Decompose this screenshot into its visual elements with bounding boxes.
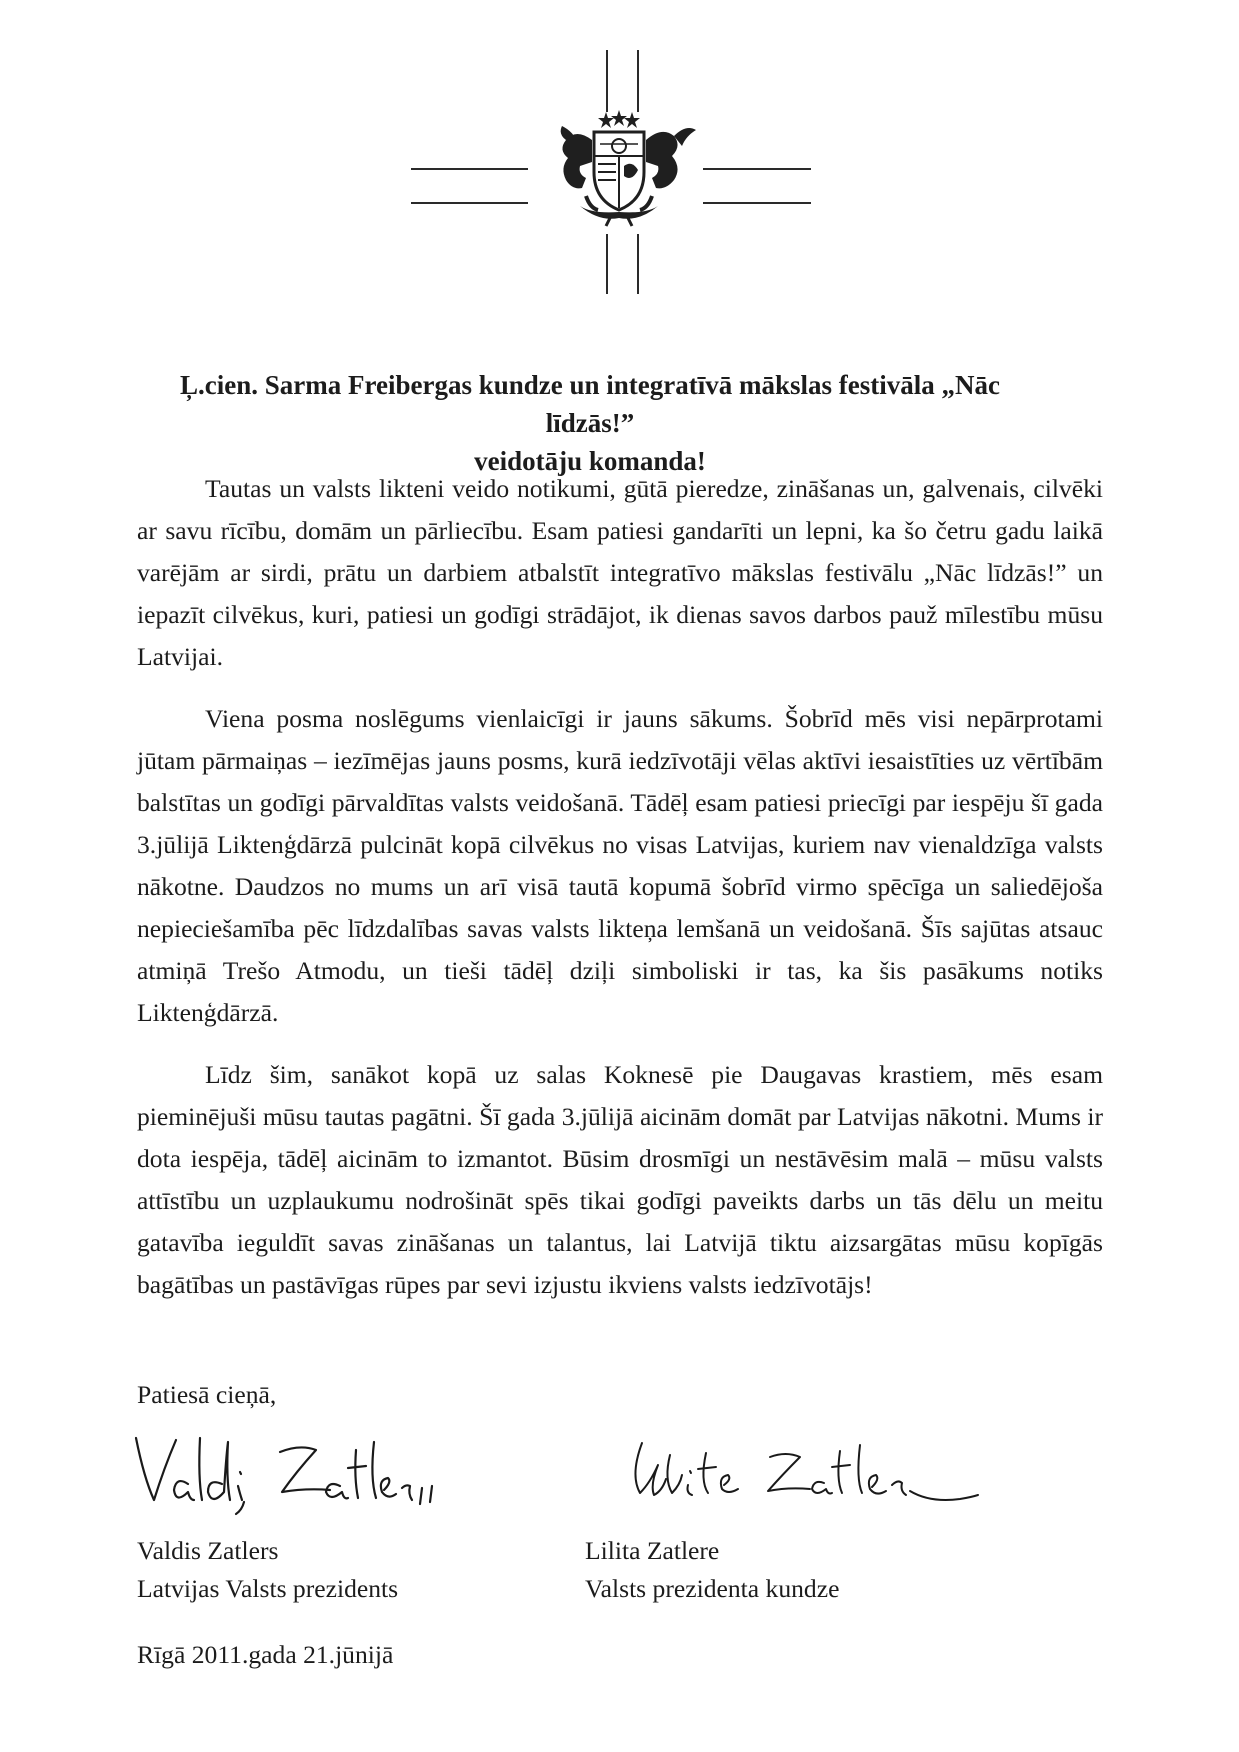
signature-lilita-zatlere bbox=[620, 1435, 980, 1515]
crest-line bbox=[703, 202, 811, 204]
crest-line bbox=[637, 234, 639, 294]
signer-name: Lilita Zatlere bbox=[585, 1536, 720, 1565]
signer-block bbox=[137, 1532, 398, 1608]
signature-valdis-zatlers bbox=[130, 1428, 440, 1516]
letter-body bbox=[137, 468, 1103, 1326]
signer-title: Latvijas Valsts prezidents bbox=[137, 1574, 399, 1603]
crest-line bbox=[606, 50, 608, 112]
salutation-heading bbox=[150, 366, 1030, 480]
crest-line bbox=[703, 168, 811, 170]
paragraph: Līdz šim, sanākot kopā uz salas Koknesē pie Daugavas krastiem, mēs esam pieminējuši mūsu tautas pagātni. Šī gada 3.jūlijā aicinām domāt par Latvijas nākotni. Mums ir dota iespēja, tādēļ aicinām to izmantot. Būsim drosmīgi un nestāvēsim malā – mūsu valsts attīstību un uzplaukumu nodrošināt spēs tikai godīgi paveikts darbs un tās dēlu un meitu gatavība ieguldīt savas zināšanas un talantus, lai Latvijā tiktu aizsargātas mūsu kopīgās bagātības un pastāvīgas rūpes par sevi izjustu ikviens valsts iedzīvotājs! bbox=[137, 1060, 1103, 1299]
crest-line bbox=[411, 168, 528, 170]
signer-block bbox=[585, 1532, 839, 1608]
paragraph: Tautas un valsts likteni veido notikumi, gūtā pieredze, zināšanas un, galvenais, cilvēki ar savu rīcību, domām un pārliecību. Esam patiesi gandarīti un lepni, ka šo četru gadu laikā varējām ar sirdi, prātu un darbiem atbalstīt integratīvo mākslas festivālu „Nāc līdzās!” un iepazīt cilvēkus, kuri, patiesi un godīgi strādājot, ik dienas savos darbos pauž mīlestību mūsu Latvijai. bbox=[137, 474, 1103, 671]
coat-of-arms-icon bbox=[536, 110, 702, 228]
signer-title: Valsts prezidenta kundze bbox=[585, 1574, 840, 1603]
signer-name: Valdis Zatlers bbox=[137, 1536, 279, 1565]
paragraph: Viena posma noslēgums vienlaicīgi ir jauns sākums. Šobrīd mēs visi nepārprotami jūtam pārmaiņas – iezīmējas jauns posms, kurā iedzīvotāji vēlas aktīvi iesaistīties uz vērtībām balstītas un godīgi pārvaldītas valsts veidošanā. Tādēļ esam patiesi priecīgi par iespēju šī gada 3.jūlijā Liktenģdārzā pulcināt kopā cilvēkus no visas Latvijas, kuriem nav vienaldzīga valsts nākotne. Daudzos no mums un arī visā tautā kopumā šobrīd virmo spēcīga un saliedējoša nepieciešamība pēc līdzdalības savas valsts likteņa lemšanā un veidošanā. Šīs sajūtas atsauc atmiņā Trešo Atmodu, un tieši tādēļ dziļi simboliski ir tas, ka šis pasākums notiks Liktenģdārzā. bbox=[137, 704, 1103, 1027]
crest-line bbox=[606, 234, 608, 294]
crest-line bbox=[411, 202, 528, 204]
salutation-line: Ļ.cien. Sarma Freibergas kundze un integratīvā mākslas festivāla „Nāc līdzās!” bbox=[180, 370, 1000, 438]
closing: Patiesā cieņā, bbox=[137, 1380, 277, 1409]
crest-line bbox=[637, 50, 639, 112]
salutation-line: veidotāju komanda! bbox=[474, 446, 706, 476]
letter-date: Rīgā 2011.gada 21.jūnijā bbox=[137, 1640, 394, 1669]
